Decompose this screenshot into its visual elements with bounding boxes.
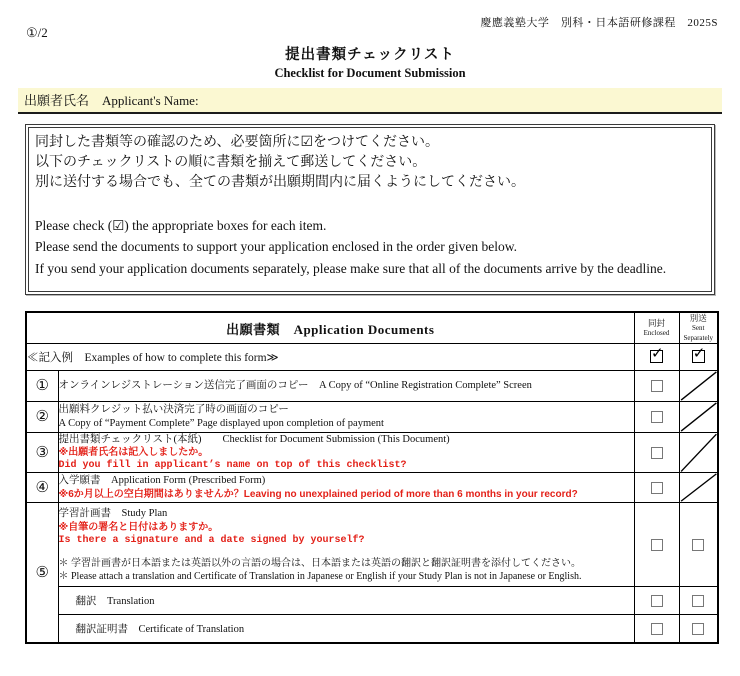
table-subrow (26, 615, 718, 643)
empty-checkbox-icon (692, 623, 704, 635)
description-line: ※自筆の署名と日付はありますか。 (58, 521, 219, 533)
instructions-japanese (35, 133, 703, 193)
description-line: ＊ Please attach a translation and Certificate of Translation in Japanese or English if your Study Plan is not in Japanese or English. (58, 570, 582, 582)
empty-checkbox-icon (692, 595, 704, 607)
example-separate-checkbox[interactable] (679, 343, 718, 370)
checkbox-empty[interactable] (634, 370, 679, 401)
example-row (26, 343, 718, 370)
row-number: ② (26, 401, 58, 432)
table-row (26, 503, 718, 587)
table-row (26, 473, 718, 503)
not-applicable-slash (679, 370, 718, 401)
instruction-line: 別に送付する場合でも、全ての書類が出願期間内に届くようにしてください。 (35, 174, 525, 190)
instruction-line: Please check (☑) the appropriate boxes for each item. (35, 217, 327, 233)
table-row (26, 401, 718, 432)
instruction-line: Please send the documents to support your application enclosed in the order given below. (35, 239, 518, 255)
table-title: 出願書類 Application Documents (26, 312, 634, 343)
checkbox-empty[interactable] (634, 473, 679, 503)
description-line: ※出願者氏名は記入しましたか。 (58, 447, 209, 459)
applicant-name-input-area[interactable] (199, 91, 716, 105)
description-line: ＊ 学習計画書が日本語または英語以外の言語の場合は、日本語または英語の翻訳と翻訳証明書を添付してください。 (58, 557, 581, 569)
row-description (58, 401, 634, 432)
applicant-name-label: 出願者氏名 Applicant's Name: (24, 93, 199, 108)
checked-checkbox-icon: ✓ (692, 344, 706, 363)
checkbox-empty[interactable] (634, 401, 679, 432)
applicant-name-band (18, 88, 722, 114)
row-number: ③ (26, 432, 58, 473)
instruction-line: 以下のチェックリストの順に書類を揃えて郵送してください。 (35, 154, 427, 170)
instructions-box (25, 124, 715, 295)
empty-checkbox-icon (651, 595, 663, 607)
empty-checkbox-icon (651, 623, 663, 635)
row-description (58, 503, 634, 587)
column-header-enclosed: 同封 Enclosed (634, 312, 679, 343)
slash-icon (680, 433, 718, 473)
title-english: Checklist for Document Submission (274, 66, 466, 80)
title-block (0, 0, 740, 81)
row-number: ① (26, 370, 58, 401)
column-header-sent-separately: 別送 Sent Separately (679, 312, 718, 343)
empty-checkbox-icon (651, 380, 663, 392)
row-number: ⑤ (26, 503, 58, 643)
instructions-english (35, 215, 703, 280)
documents-table (25, 311, 719, 643)
description-line (59, 547, 634, 557)
page-number: ①/2 (26, 25, 48, 40)
not-applicable-slash (679, 473, 718, 503)
description-line: A Copy of “Payment Complete” Page displayed upon completion of payment (58, 417, 384, 429)
empty-checkbox-icon (651, 411, 663, 423)
checked-checkbox-icon: ✓ (651, 344, 664, 363)
description-line: 提出書類チェックリスト(本紙) Checklist for Document Submission (This Document) (58, 433, 450, 445)
not-applicable-slash (679, 401, 718, 432)
checkbox-empty[interactable] (679, 587, 718, 615)
empty-checkbox-icon (692, 539, 704, 551)
row-description (58, 473, 634, 503)
subrow-label: 翻訳証明書 Certificate of Translation (58, 615, 634, 643)
row-description (58, 370, 634, 401)
checkbox-empty[interactable] (634, 587, 679, 615)
empty-checkbox-icon (651, 539, 663, 551)
checkbox-empty[interactable] (634, 615, 679, 643)
title-japanese: 提出書類チェックリスト (285, 47, 455, 63)
checkbox-empty[interactable] (634, 432, 679, 473)
table-subrow (26, 587, 718, 615)
checkbox-empty[interactable] (634, 503, 679, 587)
description-line: Is there a signature and a date signed by yourself? (58, 534, 365, 546)
table-row (26, 432, 718, 473)
example-enclosed-checkbox[interactable] (634, 343, 679, 370)
example-row-label: ≪記入例 Examples of how to complete this form≫ (26, 343, 634, 370)
row-number: ④ (26, 473, 58, 503)
subrow-label: 翻訳 Translation (58, 587, 634, 615)
slash-icon (680, 402, 718, 432)
description-line: オンラインレジストレーション送信完了画面のコピー A Copy of “Online Registration Complete” Screen (58, 379, 532, 391)
table-row (26, 370, 718, 401)
table-header-row (26, 312, 718, 343)
empty-checkbox-icon (651, 482, 663, 494)
university-header: 慶應義塾大学 別科・日本語研修課程 2025S (480, 17, 718, 29)
row-description (58, 432, 634, 473)
description-line: 入学願書 Application Form (Prescribed Form) (58, 475, 266, 487)
checkbox-empty[interactable] (679, 503, 718, 587)
documents-table-body (26, 370, 718, 643)
description-line: ※6か月以上の空白期間はありませんか？Leaving no unexplained period of more than 6 months in your record? (58, 489, 578, 501)
not-applicable-slash (679, 432, 718, 473)
empty-checkbox-icon (651, 447, 663, 459)
slash-icon (680, 371, 718, 401)
instruction-line: 同封した書類等の確認のため、必要箇所に☑をつけてください。 (35, 135, 439, 150)
description-line: 学習計画書 Study Plan (58, 507, 168, 519)
description-line: 出願料クレジット払い決済完了時の画面のコピー (58, 404, 289, 415)
instruction-line: If you send your application documents separately, please make sure that all of the documents arrive by the deadline. (35, 260, 667, 276)
checkbox-empty[interactable] (679, 615, 718, 643)
slash-icon (680, 473, 718, 502)
description-line: Did you fill in applicant’s name on top of this checklist? (58, 460, 407, 472)
